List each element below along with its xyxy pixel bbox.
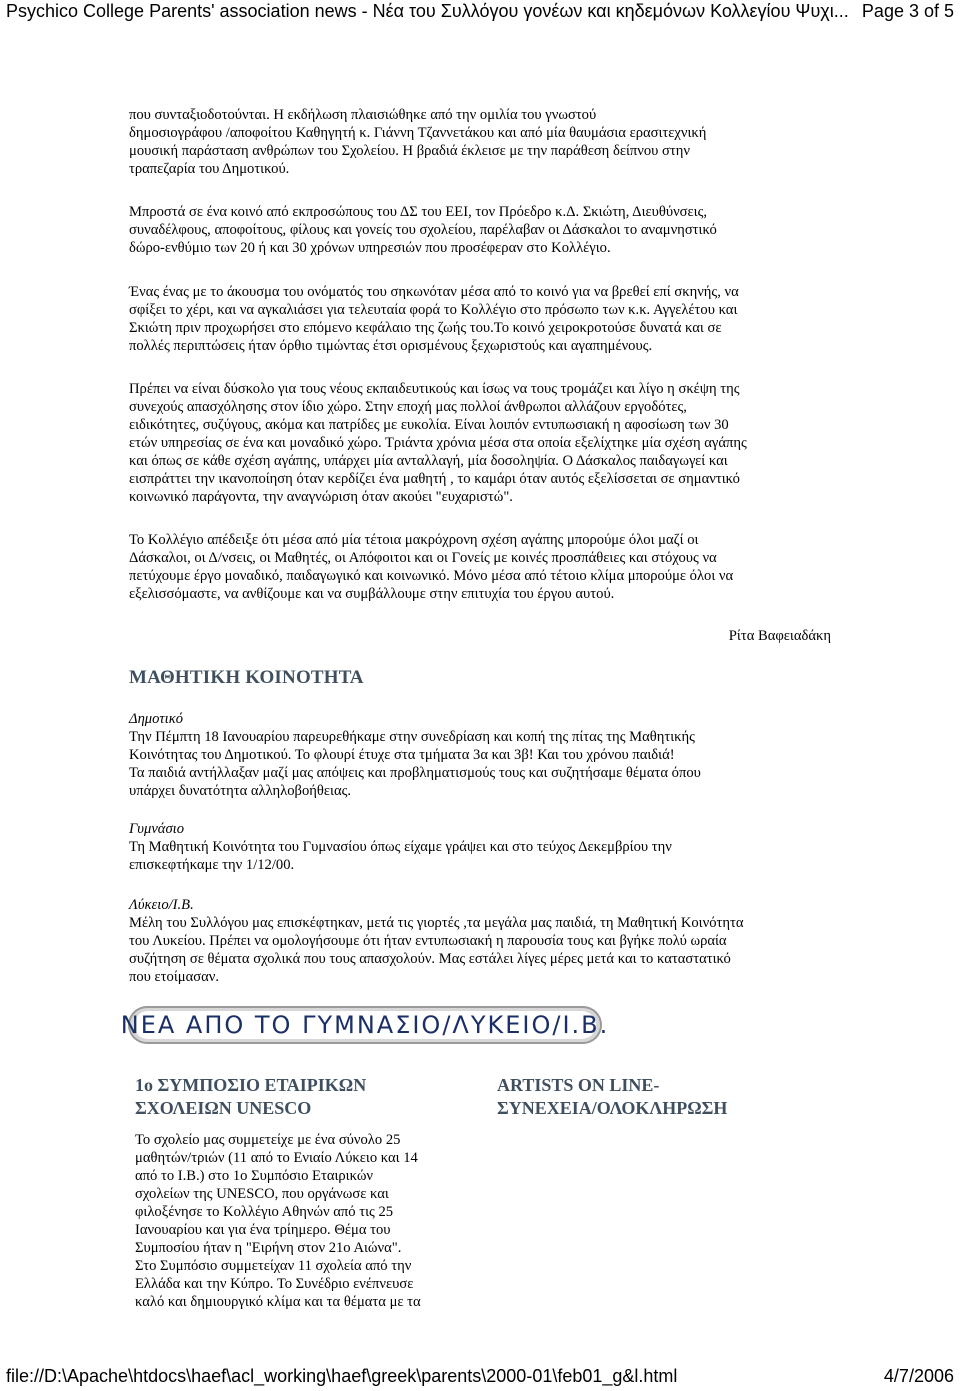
text-line: τραπεζαρία του Δημοτικού. <box>129 161 290 177</box>
news-banner <box>120 1006 610 1044</box>
text-line: Σκιώτη πριν προχωρήσει στο επόμενο κεφάλαιο της ζωής του.Το κοινό χειροκροτούσε δυνατά και σε <box>129 320 722 336</box>
text-line: Στο Συμπόσιο συμμετείχαν 11 σχολεία από την <box>135 1258 412 1274</box>
text-line: συναδέλφους, αποφοίτους, φίλους και γονείς του σχολείου, παρέλαβαν οι Δάσκαλοι το αναμνηστικό <box>129 222 717 238</box>
text-line: Ένας ένας με το άκουσμα του ονόματός του σηκωνόταν μέσα από το κοινό για να βρεθεί επί σκηνής, να <box>129 284 739 300</box>
text-line: πετύχουμε έργο μοναδικό, παιδαγωγικό και κοινωνικό. Μόνο μέσα από τέτοιο κλίμα μπορούμε όλοι να <box>129 568 734 584</box>
text-line: Συμποσίου ήταν η "Ειρήνη στον 21ο Αιώνα". <box>135 1240 402 1256</box>
lykeio-section <box>129 896 835 986</box>
text-line: επισκεφτήκαμε την 1/12/00. <box>129 857 295 873</box>
subsection-label: Λύκειο/Ι.Β. <box>129 897 194 913</box>
title-line: ARTISTS ON LINE- <box>497 1075 660 1095</box>
subsection-label: Γυμνάσιο <box>129 821 185 837</box>
paragraph-3 <box>129 283 835 355</box>
paragraph-5 <box>129 531 835 603</box>
text-line: Μέλη του Συλλόγου μας επισκέφτηκαν, μετά τις γιορτές ,τα μεγάλα μας παιδιά, τη Μαθητική Κοινότητα <box>129 915 744 931</box>
page-number: Page 3 of 5 <box>861 1 954 21</box>
dimotiko-section <box>129 710 835 800</box>
text-line: που ετοίμασαν. <box>129 969 219 985</box>
banner-text: ΝΕΑ ΑΠΟ ΤΟ ΓΥΜΝΑΣΙΟ/ΛΥΚΕΙΟ/Ι.Β. <box>120 1011 610 1039</box>
text-line: Την Πέμπτη 18 Ιανουαρίου παρευρεθήκαμε στην συνεδρίαση και κοπή της πίτας της Μαθητικής <box>129 729 695 745</box>
text-line: υπάρχει δυνατότητα αλληλοβοήθειας. <box>129 783 352 799</box>
paragraph-1 <box>129 106 835 178</box>
text-line: μουσική παράσταση ανθρώπων του Σχολείου. Η βραδιά έκλεισε με την παράθεση δείπνου στην <box>129 143 690 159</box>
subsection-label: Δημοτικό <box>129 711 184 727</box>
title-line: ΣΧΟΛΕΙΩΝ UNESCO <box>135 1098 312 1118</box>
artists-online-title <box>497 1074 727 1120</box>
text-line: δημοσιογράφου /αποφοίτου Καθηγητή κ. Γιάννη Τζαννετάκου και από μία θαυμάσια ερασιτεχνική <box>129 125 707 141</box>
title-line: 1ο ΣΥΜΠΟΣΙΟ ΕΤΑΙΡΙΚΩΝ <box>135 1075 367 1095</box>
text-line: από το Ι.Β.) στο 1ο Συμπόσιο Εταιρικών <box>135 1168 374 1184</box>
file-path: file://D:\Apache\htdocs\haef\acl_working\haef\greek\parents\2000-01\feb01_g&l.html <box>6 1366 678 1386</box>
unesco-symposium-text <box>135 1131 465 1311</box>
text-line: καλό και δημιουργικό κλίμα και τα θέματα με τα <box>135 1294 421 1310</box>
text-line: και όπως σε κάθε σχέση αγάπης, υπάρχει μία ανταλλαγή, μία δοσοληψία. Ο Δάσκαλος παιδαγωγεί και <box>129 453 728 469</box>
paragraph-4 <box>129 380 835 506</box>
text-line: κοινωνικό παράγοντα, την αναγνώριση όταν ακούει "ευχαριστώ". <box>129 489 513 505</box>
text-line: Το Κολλέγιο απέδειξε ότι μέσα από μία τέτοια μακρόχρονη σχέση αγάπης μπορούμε όλοι μαζί οι <box>129 532 699 548</box>
text-line: Τη Μαθητική Κοινότητα του Γυμνασίου όπως είχαμε γράψει και στο τεύχος Δεκεμβρίου την <box>129 839 672 855</box>
text-line: εισπράττει την ικανοποίηση όταν κερδίζει ένα μαθητή , το καμάρι όταν αυτός εξελίσσεται σε σημαντικό <box>129 471 740 487</box>
page-header-title: Psychico College Parents' association news - Νέα του Συλλόγου γονέων και κηδεμόνων Κολλεγίου Ψυχι... <box>6 1 849 21</box>
text-line: σφίξει το χέρι, και να αγκαλιάσει για τελευταία φορά το Κολλέγιο στο πρόσωπο των κ.κ. Αγγελέτου και <box>129 302 738 318</box>
text-line: Κοινότητας του Δημοτικού. Το φλουρί έτυχε στα τμήματα 3α και 3β! Και του χρόνου παιδιά! <box>129 747 675 763</box>
section-title-student-community: ΜΑΘΗΤΙΚΗ ΚΟΙΝΟΤΗΤΑ <box>129 667 364 688</box>
text-line: του Λυκείου. Πρέπει να ομολογήσουμε ότι ήταν εντυπωσιακή η παρουσία τους και βγήκε πολύ ωραία <box>129 933 727 949</box>
text-line: Τα παιδιά αντήλλαξαν μαζί μας απόψεις και προβληματισμούς τους και συζητήσαμε θέματα όπου <box>129 765 701 781</box>
text-line: Μπροστά σε ένα κοινό από εκπροσώπους του ΔΣ του ΕΕΙ, τον Πρόεδρο κ.Δ. Σκιώτη, Διευθύνσεις, <box>129 204 708 220</box>
text-line: Ελλάδα και την Κύπρο. Το Συνέδριο ενέπνευσε <box>135 1276 414 1292</box>
text-line: συνεχούς απασχόλησης στον ίδιο χώρο. Στην εποχή μας πολλοί άνθρωποι αλλάζουν εργοδότες, <box>129 399 687 415</box>
text-line: Πρέπει να είναι δύσκολο για τους νέους εκπαιδευτικούς και ίσως να τους τρομάζει και λίγο η σκέψη της <box>129 381 740 397</box>
unesco-symposium-title <box>135 1074 366 1120</box>
title-line: ΣΥΝΕΧΕΙΑ/ΟΛΟΚΛΗΡΩΣΗ <box>497 1098 728 1118</box>
text-line: φιλοξένησε το Κολλέγιο Αθηνών από τις 25 <box>135 1204 394 1220</box>
text-line: σχολείων της UNESCO, που οργάνωσε και <box>135 1186 389 1202</box>
text-line: Ιανουαρίου και για ένα τρίημερο. Θέμα του <box>135 1222 391 1238</box>
text-line: πολλές περιπτώσεις ήταν όρθιο τιμώντας έτσι ορισμένους ξεχωριστούς και αγαπημένους. <box>129 338 653 354</box>
paragraph-2 <box>129 203 835 257</box>
text-line: Το σχολείο μας συμμετείχε με ένα σύνολο 25 <box>135 1132 401 1148</box>
text-line: εξελισσόμαστε, να ανθίζουμε και να συμβάλλουμε στην επιτυχία του έργου αυτού. <box>129 586 615 602</box>
text-line: Δάσκαλοι, οι Δ/νσεις, οι Μαθητές, οι Απόφοιτοι και οι Γονείς με κοινές προσπάθειες και στόχους να <box>129 550 717 566</box>
print-date: 4/7/2006 <box>883 1366 954 1386</box>
text-line: συζήτηση σε θέματα σχολικά που τους απασχολούν. Μας εστάλει λίγες μέρες μετά και το καταστατικό <box>129 951 731 967</box>
author-signature: Ρίτα Βαφειαδάκη <box>728 628 831 644</box>
text-line: ειδικότητες, συζύγους, ακόμα και πατρίδες με ευκολία. Είναι λοιπόν εντυπωσιακή η αφοσίωση των 30 <box>129 417 729 433</box>
text-line: μαθητών/τριών (11 από το Ενιαίο Λύκειο και 14 <box>135 1150 418 1166</box>
text-line: δώρο-ενθύμιο των 20 ή και 30 χρόνων υπηρεσιών που προσέφεραν στο Κολλέγιο. <box>129 240 611 256</box>
gymnasio-section <box>129 820 835 874</box>
text-line: που συνταξιοδοτούνται. Η εκδήλωση πλαισιώθηκε από την ομιλία του γνωστού <box>129 107 597 123</box>
text-line: ετών υπηρεσίας σε ένα και μοναδικό χώρο. Τριάντα χρόνια μέσα στα οποία εξελίχτηκε μία σχέση αγάπης <box>129 435 747 451</box>
